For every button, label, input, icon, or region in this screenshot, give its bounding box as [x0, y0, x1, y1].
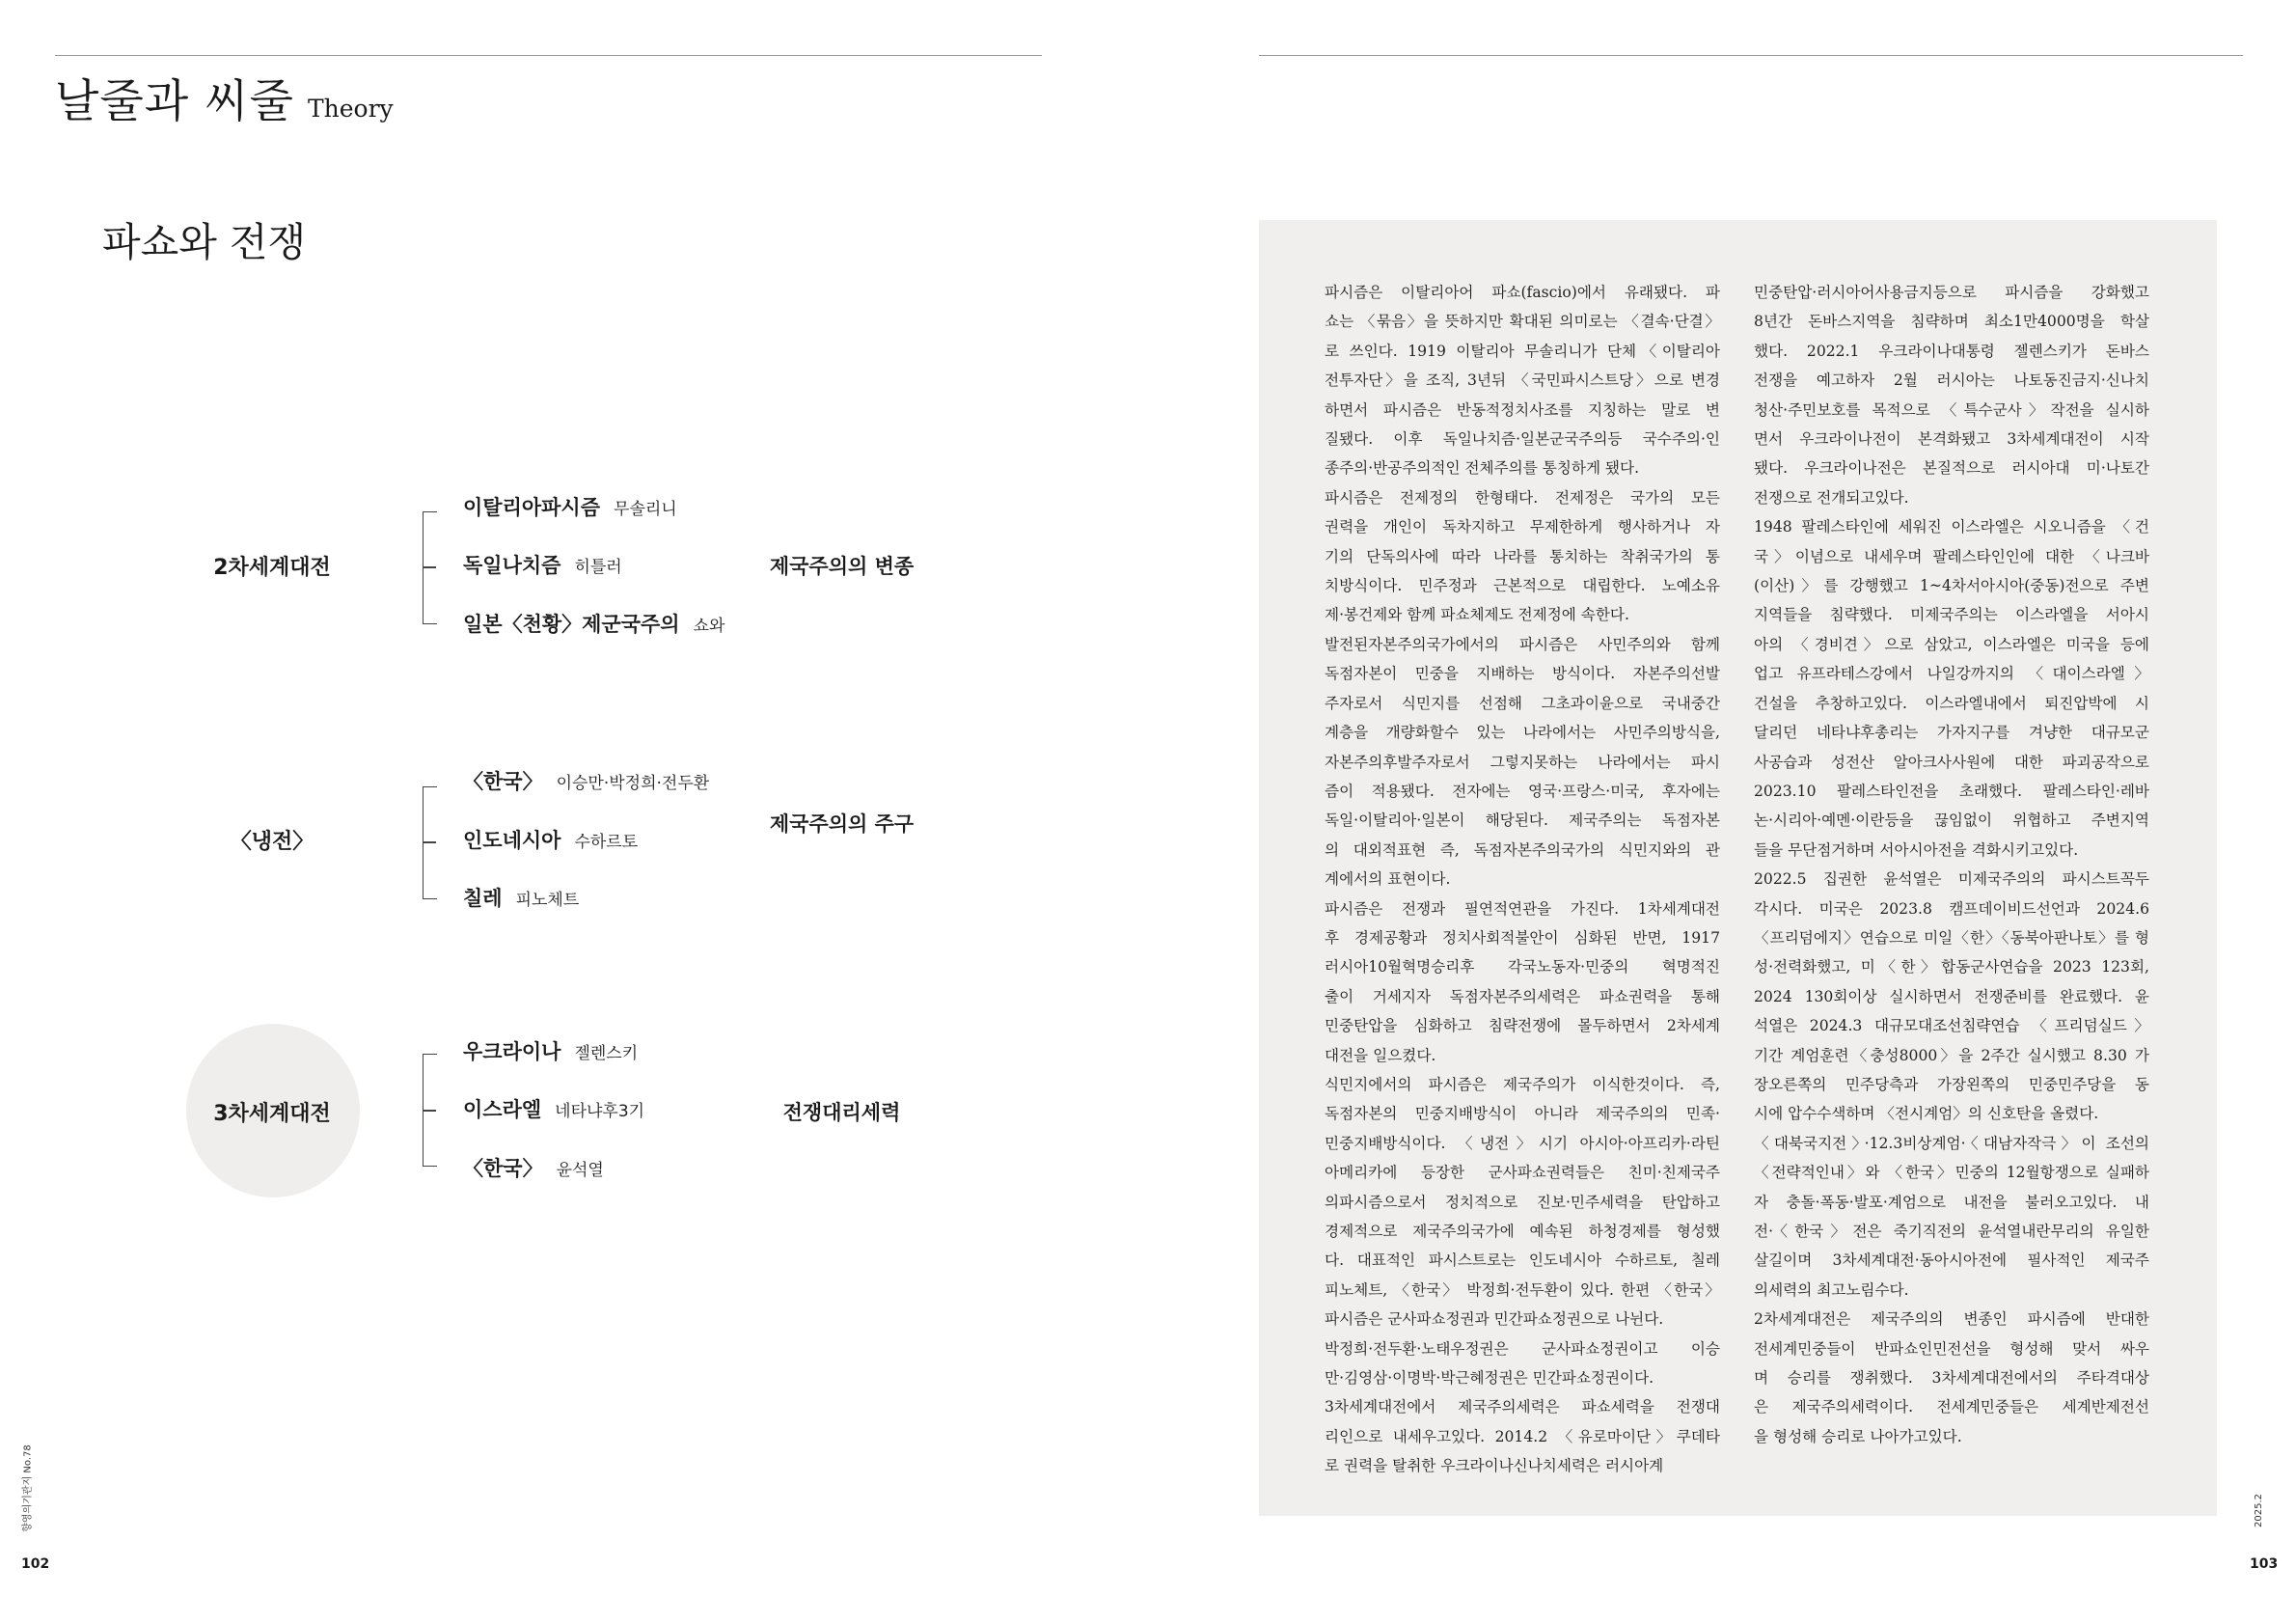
body-line: 기의 단독의사에 따라 나라를 통치하는 착취국가의 통	[1325, 547, 1720, 565]
body-line: 파시즘은 전제정의 한형태다. 전제정은 국가의 모든	[1325, 488, 1720, 507]
body-line: 계층을 개량화할수 있는 나라에서는 사민주의방식을,	[1325, 724, 1720, 742]
body-line: 피노체트, 〈한국〉 박정희·전두환이 있다. 한편 〈한국〉	[1325, 1280, 1720, 1299]
body-line: 파시즘은 군사파쇼정권과 민간파쇼정권으로 나뉜다.	[1325, 1310, 1664, 1329]
bracket-tick	[423, 566, 436, 568]
diagram-item: 독일나치즘 히틀러	[463, 554, 622, 577]
body-line: 독일·이탈리아·일본이 해당된다. 제국주의는 독점자본	[1325, 812, 1720, 830]
bracket-tick	[423, 1110, 436, 1112]
body-line: 발전된자본주의국가에서의 파시즘은 사민주의와 함께	[1325, 635, 1720, 653]
body-line: 자본주의후발주자로서 그렇지못하는 나라에서는 파시	[1325, 753, 1720, 771]
body-line: 의파시즘으로서 정치적으로 진보·민주세력을 탄압하고	[1325, 1193, 1720, 1211]
body-line: 전세계민중들이 반파쇼인민전선을 형성해 맞서 싸우	[1754, 1339, 2149, 1358]
era-label: 3차세계대전	[213, 1102, 331, 1126]
body-line: 했다. 2022.1 우크라이나대통령 젤렌스키가 돈바스	[1754, 342, 2149, 360]
journal-name: 향영의기관지 No.78	[22, 1444, 34, 1532]
body-line: 각시다. 미국은 2023.8 캠프데이비드선언과 2024.6	[1754, 899, 2149, 918]
body-line: 〈프리덤에지〉연습으로 미일〈한〉〈동북아판나토〉를 형	[1754, 928, 2149, 947]
body-line: 독점자본의 민중지배방식이 아니라 제국주의의 민족·	[1325, 1105, 1720, 1123]
top-rule-left	[55, 55, 1042, 56]
body-line: 시에 압수수색하며 〈전시계엄〉의 신호탄을 올렸다.	[1754, 1105, 2099, 1123]
body-line: 아의 〈경비견〉으로 삼았고, 이스라엘은 미국을 등에	[1754, 635, 2149, 653]
bracket	[423, 511, 437, 624]
body-line: 제·봉건제와 함께 파쇼체제도 전제정에 속한다.	[1325, 606, 1629, 624]
body-line: 논·시리아·예멘·이란등을 끊임없이 위협하고 주변지역	[1754, 812, 2149, 830]
body-line: 며 승리를 쟁취했다. 3차세계대전에서의 주타격대상	[1754, 1369, 2149, 1388]
body-line: 주자로서 식민지를 선점해 그초과이윤으로 국내중간	[1325, 694, 1720, 712]
body-line: 러시아10월혁명승리후 각국노동자·민중의 혁명적진	[1325, 958, 1720, 977]
body-line: 민중탄압을 심화하고 침략전쟁에 몰두하면서 2차세계	[1325, 1017, 1720, 1035]
bracket	[423, 786, 437, 899]
body-line: 파시즘은 이탈리아어 파쇼(fascio)에서 유래됐다. 파	[1325, 284, 1720, 301]
body-line: 의세력의 최고노림수다.	[1754, 1280, 1909, 1299]
body-line: 1948 팔레스타인에 세워진 이스라엘은 시오니즘을 〈건	[1754, 518, 2149, 536]
body-line: 만·김영삼·이명박·박근혜정권은 민간파쇼정권이다.	[1325, 1369, 1654, 1388]
body-line: 후 경제공황과 정치사회적불안이 심화된 반면, 1917	[1325, 928, 1720, 947]
body-line: 쇼는 〈묶음〉을 뜻하지만 확대된 의미로는 〈결속·단결〉	[1325, 313, 1720, 331]
body-line: 업고 유프라테스강에서 나일강까지의 〈대이스라엘〉	[1754, 665, 2149, 683]
section-title: 날줄과 씨줄	[55, 75, 294, 128]
body-line: 대전을 일으켰다.	[1325, 1046, 1436, 1064]
body-line: 전쟁으로 전개되고있다.	[1754, 488, 1909, 507]
body-line: 아메리카에 등장한 군사파쇼권력들은 친미·친제국주	[1325, 1164, 1720, 1182]
body-line: 을 형성해 승리로 나아가고있다.	[1754, 1427, 1962, 1445]
body-line: 민중탄압·러시아어사용금지등으로 파시즘을 강화했고	[1754, 284, 2149, 301]
diagram-item: 일본〈천황〉제군국주의 쇼와	[463, 613, 725, 636]
diagram-item: 〈한국〉 윤석열	[463, 1157, 604, 1180]
body-line: 기간 계엄훈련〈충성8000〉을 2주간 실시했고 8.30 가	[1754, 1046, 2149, 1064]
body-line: 건설을 추창하고있다. 이스라엘내에서 퇴진압박에 시	[1754, 694, 2149, 712]
era-label: 2차세계대전	[213, 556, 331, 580]
body-line: 사공습과 성전산 알아크사사원에 대한 파괴공작으로	[1754, 753, 2149, 771]
body-line: 로 쓰인다. 1919 이탈리아 무솔리니가 단체〈이탈리아	[1325, 342, 1720, 360]
body-line: 전쟁을 예고하자 2월 러시아는 나토동진금지·신나치	[1754, 371, 2149, 390]
body-line: 성·전력화했고, 미〈한〉합동군사연습을 2023 123회,	[1754, 958, 2149, 977]
diagram-item: 우크라이나 젤렌스키	[463, 1040, 639, 1063]
body-line: 〈대북국지전〉·12.3비상계엄·〈대남자작극〉이 조선의	[1754, 1134, 2149, 1152]
body-line: 민중지배방식이다. 〈냉전〉시기 아시아·아프리카·라틴	[1325, 1134, 1720, 1152]
body-line: 전·〈한국〉전은 죽기직전의 윤석열내란무리의 유일한	[1754, 1223, 2149, 1240]
era-label: 〈냉전〉	[230, 830, 314, 854]
body-line: 치방식이다. 민주정과 근본적으로 대립한다. 노예소유	[1325, 577, 1720, 595]
body-line: 출이 거세지자 독점자본주의세력은 파쇼권력을 통해	[1325, 987, 1720, 1005]
bracket-tick	[423, 841, 436, 843]
body-line: 은 제국주의세력이다. 전세계민중들은 세계반제전선	[1754, 1398, 2149, 1417]
diagram-item: 이탈리아파시즘 무솔리니	[463, 496, 677, 519]
category-label: 제국주의의 변종	[769, 555, 915, 578]
body-line: 3차세계대전에서 제국주의세력은 파쇼세력을 전쟁대	[1325, 1398, 1720, 1417]
category-label: 전쟁대리세력	[782, 1101, 901, 1124]
body-line: 식민지에서의 파시즘은 제국주의가 이식한것이다. 즉,	[1325, 1075, 1720, 1093]
body-line: 됐다. 우크라이나전은 본질적으로 러시아대 미·나토간	[1754, 459, 2149, 478]
body-line: 8년간 돈바스지역을 침략하며 최소1만4000명을 학살	[1754, 313, 2149, 331]
body-line: 2022.5 집권한 윤석열은 미제국주의의 파시스트꼭두	[1754, 870, 2149, 889]
body-line: 국〉이념으로 내세우며 팔레스타인인에 대한 〈나크바	[1754, 547, 2149, 565]
body-line: 의 대외적표현 즉, 독점자본주의국가의 식민지와의 관	[1325, 840, 1720, 859]
body-line: 경제적으로 제국주의국가에 예속된 하청경제를 형성했	[1325, 1223, 1720, 1240]
body-line: 전투자단〉을 조직, 3년뒤 〈국민파시스트당〉으로 변경	[1325, 371, 1720, 390]
body-line: 하면서 파시즘은 반동적정치사조를 지칭하는 말로 변	[1325, 400, 1720, 419]
body-line: 리인으로 내세우고있다. 2014.2 〈유로마이단〉쿠데타	[1325, 1427, 1720, 1445]
body-line: 지역들을 침략했다. 미제국주의는 이스라엘을 서아시	[1754, 606, 2149, 624]
section-header	[55, 66, 394, 130]
body-line: 2023.10 팔레스타인전을 초래했다. 팔레스타인·레바	[1754, 782, 2149, 800]
issue-date: 2025.2	[2254, 1494, 2264, 1527]
body-line: 달리던 네타냐후총리는 가자지구를 겨냥한 대규모군	[1754, 724, 2149, 742]
body-line: 다. 대표적인 파시스트로는 인도네시아 수하르토, 칠레	[1325, 1252, 1720, 1270]
body-line: 들을 무단점거하며 서아시아전을 격화시키고있다.	[1754, 840, 2079, 859]
diagram-item: 〈한국〉 이승만·박정희·전두환	[463, 770, 710, 793]
diagram-item: 이스라엘 네타냐후3기	[463, 1098, 645, 1121]
section-subtitle: Theory	[307, 95, 394, 123]
body-line: 파시즘은 전쟁과 필연적연관을 가진다. 1차세계대전	[1325, 899, 1720, 918]
page-number-right: 103	[2250, 1556, 2279, 1572]
diagram-item: 인도네시아 수하르토	[463, 829, 639, 852]
body-line: 청산·주민보호를 목적으로 〈특수군사〉작전을 실시하	[1754, 400, 2149, 419]
body-line: 로 권력을 탈취한 우크라이나신나치세력은 러시아계	[1325, 1457, 1664, 1475]
body-line: 석열은 2024.3 대규모대조선침략연습 〈프리덤실드〉	[1754, 1017, 2149, 1035]
page-number-left: 102	[21, 1556, 50, 1572]
body-line: 박정희·전두환·노태우정권은 군사파쇼정권이고 이승	[1325, 1339, 1720, 1358]
body-line: 2024 130회이상 실시하면서 전쟁준비를 완료했다. 윤	[1754, 987, 2149, 1005]
body-line: 2차세계대전은 제국주의의 변종인 파시즘에 반대한	[1754, 1310, 2149, 1329]
body-line: 살길이며 3차세계대전·동아시아전에 필사적인 제국주	[1754, 1252, 2149, 1270]
top-rule-right	[1259, 55, 2243, 56]
body-column-2	[1754, 278, 2149, 1451]
body-line: 면서 우크라이나전이 본격화됐고 3차세계대전이 시작	[1754, 430, 2149, 449]
body-line: 계에서의 표현이다.	[1325, 870, 1451, 889]
body-column-1	[1325, 278, 1720, 1481]
body-line: 자 충돌·폭동·발포·계엄으로 내전을 불러오고있다. 내	[1754, 1193, 2149, 1211]
diagram-item: 칠레 피노체트	[463, 887, 580, 910]
body-line: 장오른쪽의 민주당측과 가장왼쪽의 민중민주당을 동	[1754, 1075, 2149, 1093]
category-label: 제국주의의 주구	[769, 812, 915, 836]
body-line: 종주의·반공주의적인 전체주의를 통칭하게 됐다.	[1325, 459, 1640, 478]
body-line: 즘이 적용됐다. 전자에는 영국·프랑스·미국, 후자에는	[1325, 782, 1720, 800]
body-line: (이산)〉를 강행했고 1~4차서아시아(중동)전으로 주변	[1754, 577, 2149, 595]
body-line: 권력을 개인이 독차지하고 무제한하게 행사하거나 자	[1325, 518, 1720, 536]
article-title: 파쇼와 전쟁	[102, 219, 307, 265]
body-line: 〈전략적인내〉와 〈한국〉민중의 12월항쟁으로 실패하	[1754, 1164, 2149, 1182]
body-line: 질됐다. 이후 독일나치즘·일본군국주의등 국수주의·인	[1325, 430, 1720, 449]
body-line: 독점자본이 민중을 지배하는 방식이다. 자본주의선발	[1325, 665, 1720, 683]
